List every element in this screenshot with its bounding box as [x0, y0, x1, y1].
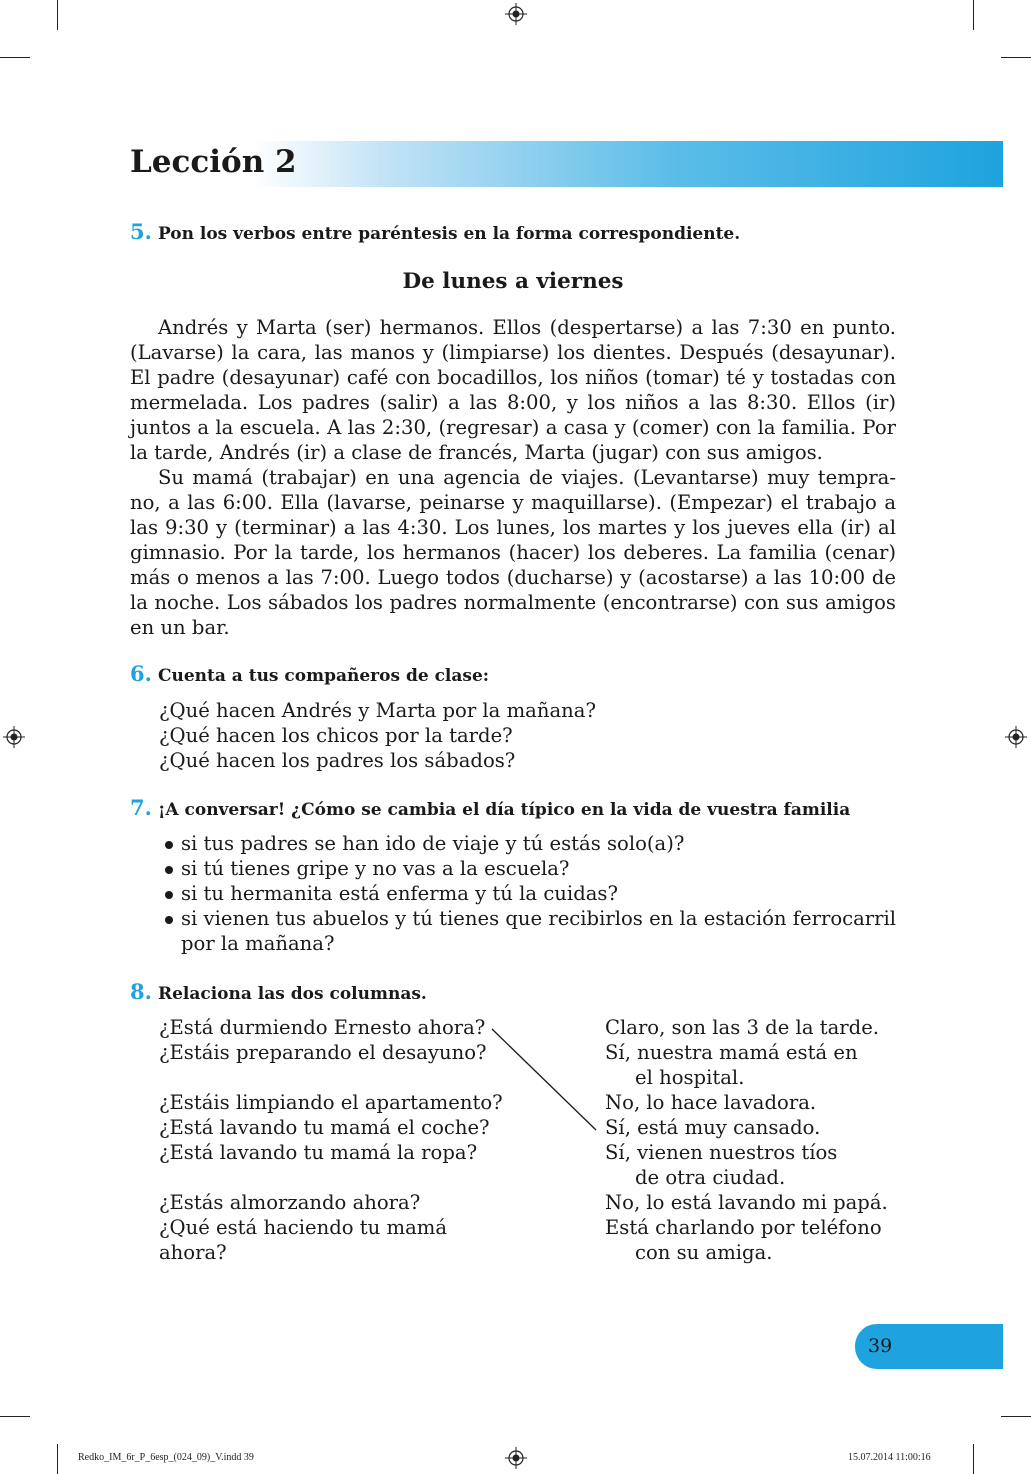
right-line: el hospital.	[635, 1066, 745, 1089]
crop-mark	[0, 1416, 30, 1417]
exercise-6-heading	[130, 661, 910, 686]
exercise-8-heading	[130, 979, 910, 1004]
question-line: ¿Qué hacen Andrés y Marta por la mañana?	[159, 699, 596, 722]
footer-timestamp: 15.07.2014 11:00:16	[848, 1452, 931, 1463]
bullet-item: si tú tienes gripe y no vas a la escuela?	[162, 856, 902, 881]
exercise-instruction: Pon los verbos entre paréntesis en la forma correspondiente.	[157, 224, 741, 244]
exercise-7-bullets	[162, 831, 902, 956]
example-connector-line	[480, 1015, 610, 1135]
left-line: ¿Estáis preparando el desayuno?	[159, 1041, 487, 1064]
crop-mark	[1001, 1416, 1031, 1417]
exercise-instruction: ¡A conversar! ¿Cómo se cambia el día típico en la vida de vuestra familia	[157, 800, 851, 820]
question-line: ¿Qué hacen los padres los sábados?	[159, 749, 516, 772]
page-number: 39	[868, 1335, 893, 1357]
left-line: ¿Qué está haciendo tu mamá	[159, 1216, 448, 1239]
crop-mark	[1001, 57, 1031, 58]
bullet-item: si vienen tus abuelos y tú tienes que recibirlos en la estación ferrocarril por la mañana?	[162, 906, 902, 956]
question-line: ¿Qué hacen los chicos por la tarde?	[159, 724, 513, 747]
left-line: ahora?	[159, 1241, 227, 1264]
exercise-5-heading	[130, 219, 910, 244]
registration-mark-icon	[1005, 726, 1027, 748]
right-line: Sí, nuestra mamá está en	[605, 1041, 858, 1064]
exercise-6-questions	[159, 698, 596, 773]
right-line: de otra ciudad.	[635, 1166, 786, 1189]
left-line: ¿Está durmiendo Ernesto ahora?	[159, 1016, 486, 1039]
bullet-item: si tu hermanita está enferma y tú la cuidas?	[162, 881, 902, 906]
exercise-number: 5.	[130, 219, 152, 244]
left-line: ¿Estáis limpiando el apartamento?	[159, 1091, 503, 1114]
right-line: Claro, son las 3 de la tarde.	[605, 1016, 880, 1039]
right-line: Está charlando por teléfono	[605, 1216, 882, 1239]
exercise-number: 8.	[130, 979, 152, 1004]
exercise-number: 6.	[130, 661, 152, 686]
crop-mark	[0, 57, 30, 58]
bullet-item: si tus padres se han ido de viaje y tú estás solo(a)?	[162, 831, 902, 856]
exercise-instruction: Cuenta a tus compañeros de clase:	[157, 666, 490, 686]
lesson-title: Lección 2	[130, 144, 297, 180]
right-line: con su amiga.	[635, 1241, 773, 1264]
registration-mark-icon	[3, 726, 25, 748]
right-line: Sí, está muy cansado.	[605, 1116, 821, 1139]
exercise-7-heading	[130, 795, 900, 820]
right-line: No, lo hace lavadora.	[605, 1091, 817, 1114]
right-line: No, lo está lavando mi papá.	[605, 1191, 888, 1214]
footer-file-name: Redko_IM_6r_P_6esp_(024_09)_V.indd 39	[78, 1452, 254, 1463]
right-line: Sí, vienen nuestros tíos	[605, 1141, 838, 1164]
left-line	[159, 1165, 503, 1190]
reading-text	[130, 315, 896, 640]
left-line: ¿Estás almorzando ahora?	[159, 1191, 421, 1214]
left-line	[159, 1065, 503, 1090]
crop-mark	[57, 0, 58, 30]
reading-paragraph: Andrés y Marta (ser) hermanos. Ellos (despertarse) a las 7:30 en punto. (Lavarse) la cara, las manos y (limpiarse) los dientes. Después (desayunar). El padre (desayunar) café con bocadillos, los niños (tomar) té y tostadas con mermelada. Los padres (salir) a las 8:00, y los niños a las 8:30. Ellos (ir) juntos a la escuela. A las 2:30, (regresar) a casa y (comer) con la familia. Por la tarde, Andrés (ir) a clase de francés, Marta (jugar) con sus amigos.	[130, 316, 896, 464]
registration-mark-icon	[505, 3, 527, 25]
left-line: ¿Está lavando tu mamá el coche?	[159, 1116, 490, 1139]
reading-title: De lunes a viernes	[402, 269, 624, 294]
exercise-number: 7.	[130, 795, 152, 820]
registration-mark-icon	[505, 1447, 527, 1469]
crop-mark	[973, 1444, 974, 1474]
reading-paragraph: Su mamá (trabajar) en una agencia de viajes. (Levantarse) muy temprano, a las 6:00. Ella (lavarse, peinarse y maquillarse). (Empezar) el trabajo a las 9:30 y (terminar) a las 4:30. Los lunes, los martes y los jueves ella (ir) al gimnasio. Por la tarde, los hermanos (hacer) los deberes. La familia (cenar) más o menos a las 7:00. Luego todos (ducharse) y (acostarse) a las 10:00 de la noche. Los sábados los padres normalmente (encontrarse) con sus amigos en un bar.	[130, 466, 896, 639]
exercise-instruction: Relaciona las dos columnas.	[157, 984, 427, 1004]
left-column	[159, 1015, 503, 1265]
left-line: ¿Está lavando tu mamá la ropa?	[159, 1141, 478, 1164]
right-column	[605, 1015, 888, 1265]
crop-mark	[973, 0, 974, 30]
crop-mark	[57, 1444, 58, 1474]
